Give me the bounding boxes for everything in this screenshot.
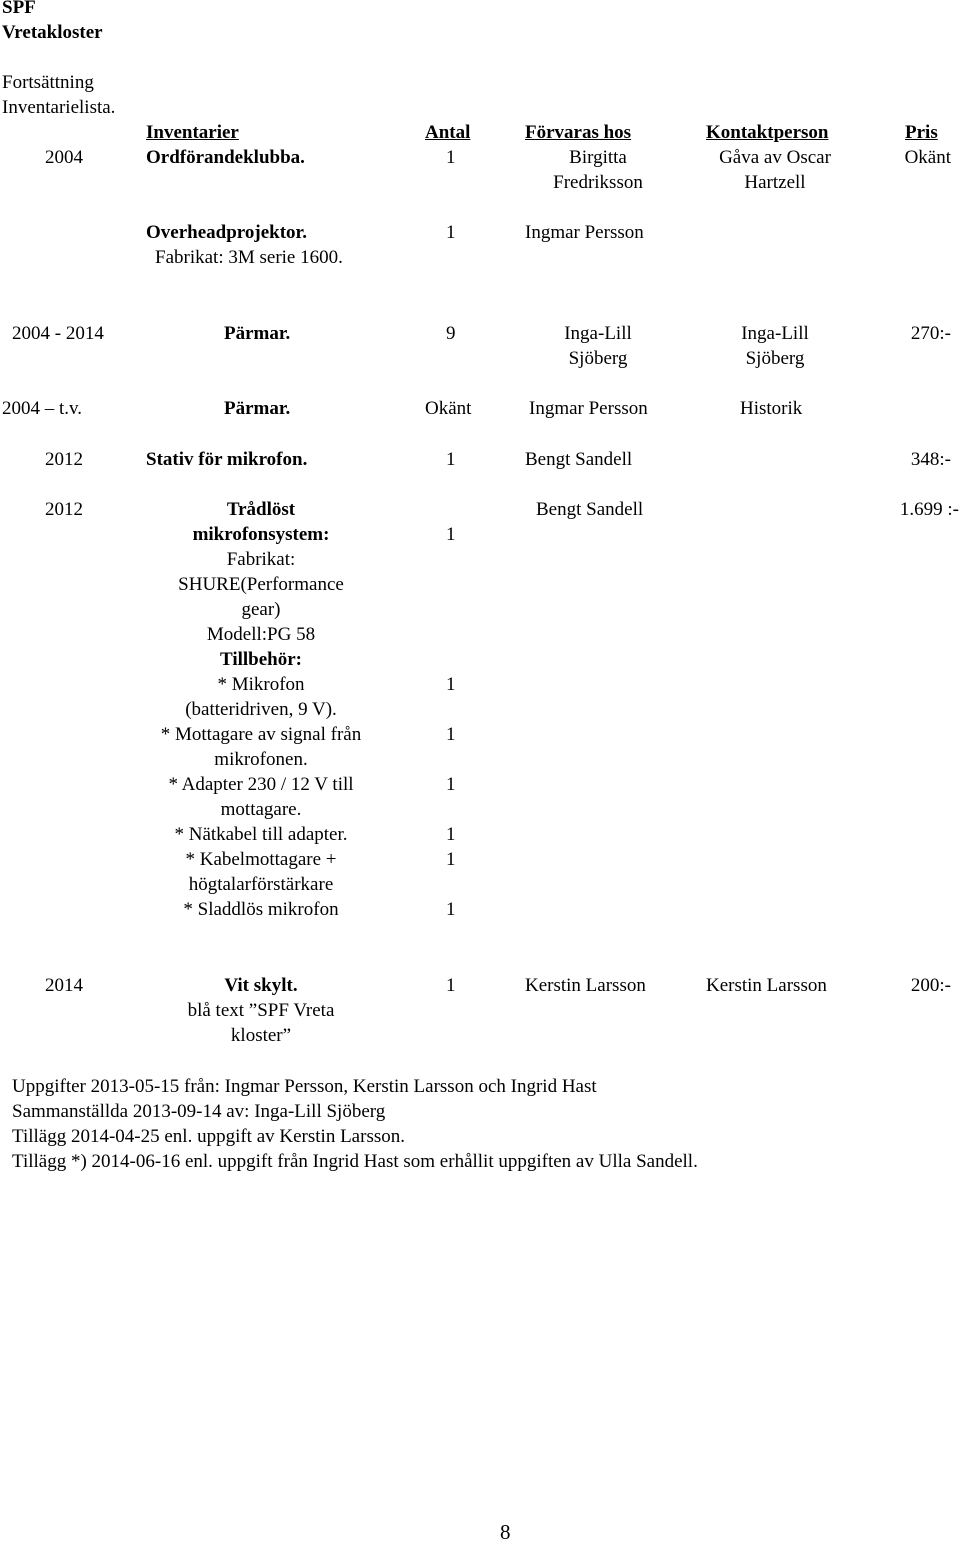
- row-item-detail: * Mikrofon: [217, 674, 305, 695]
- row-item-detail: mikrofonen.: [214, 749, 308, 770]
- row-item: Trådlöst: [226, 499, 296, 520]
- column-header-qty: Antal: [425, 122, 471, 143]
- row-year: 2014: [45, 975, 83, 996]
- row-stored: Bengt Sandell: [536, 499, 644, 520]
- row-item-detail: Modell:PG 58: [206, 624, 316, 645]
- note-line: Tillägg *) 2014-06-16 enl. uppgift från Ingrid Hast som erhållit uppgiften av Ulla Sandell.: [12, 1151, 698, 1172]
- row-item-detail: blå text ”SPF Vreta: [187, 1000, 335, 1021]
- row-qty: 1: [446, 674, 456, 695]
- org-place: Vretakloster: [2, 22, 103, 43]
- row-stored: Inga-Lill: [564, 323, 632, 344]
- row-qty: Okänt: [425, 398, 472, 419]
- row-qty: 1: [446, 449, 456, 470]
- row-year: 2004 – t.v.: [2, 398, 83, 419]
- page-number: 8: [500, 1520, 511, 1544]
- row-qty: 1: [446, 524, 456, 545]
- row-stored: Birgitta: [569, 147, 627, 168]
- row-item-detail: (batteridriven, 9 V).: [185, 699, 337, 720]
- row-price: 270:-: [910, 323, 951, 344]
- row-qty: 9: [446, 323, 456, 344]
- row-item: Pärmar.: [224, 398, 291, 419]
- row-item-detail: * Kabelmottagare +: [185, 849, 337, 870]
- note-line: Sammanställda 2013-09-14 av: Inga-Lill Sjöberg: [12, 1101, 386, 1122]
- row-item-detail: mottagare.: [220, 799, 302, 820]
- row-price: Okänt: [904, 147, 951, 168]
- row-item: Ordförandeklubba.: [146, 147, 305, 168]
- org-name: SPF: [2, 0, 36, 18]
- row-item-detail: Fabrikat:: [226, 549, 296, 570]
- column-header-item: Inventarier: [146, 122, 239, 143]
- row-contact: Sjöberg: [745, 348, 805, 369]
- row-price: 348:-: [910, 449, 951, 470]
- row-stored: Ingmar Persson: [525, 222, 644, 243]
- row-year: 2012: [45, 449, 83, 470]
- row-qty: 1: [446, 724, 456, 745]
- intro-line-2: Inventarielista.: [2, 97, 116, 118]
- row-item-detail: * Adapter 230 / 12 V till: [168, 774, 354, 795]
- row-contact: Inga-Lill: [741, 323, 809, 344]
- row-qty: 1: [446, 774, 456, 795]
- row-stored: Bengt Sandell: [525, 449, 633, 470]
- row-item-detail: Tillbehör:: [220, 649, 302, 670]
- row-contact: Kerstin Larsson: [706, 975, 827, 996]
- row-item-detail: * Mottagare av signal från: [160, 724, 362, 745]
- row-item-detail: högtalarförstärkare: [188, 874, 334, 895]
- row-stored: Sjöberg: [568, 348, 628, 369]
- row-contact: Historik: [740, 398, 803, 419]
- row-year: 2012: [45, 499, 83, 520]
- row-stored: Kerstin Larsson: [525, 975, 646, 996]
- row-qty: 1: [446, 849, 456, 870]
- row-contact: Gåva av Oscar: [719, 147, 831, 168]
- row-item: Vit skylt.: [224, 975, 298, 996]
- intro-line-1: Fortsättning: [2, 72, 94, 93]
- row-stored: Ingmar Persson: [529, 398, 648, 419]
- note-line: Tillägg 2014-04-25 enl. uppgift av Kerstin Larsson.: [12, 1126, 405, 1147]
- row-qty: 1: [446, 147, 456, 168]
- row-year: 2004 - 2014: [12, 323, 104, 344]
- row-item-detail: * Sladdlös mikrofon: [183, 899, 339, 920]
- row-qty: 1: [446, 975, 456, 996]
- row-price: 1.699 :-: [899, 499, 959, 520]
- row-item: Overheadprojektor.: [146, 222, 307, 243]
- row-stored: Fredriksson: [553, 172, 643, 193]
- row-item-detail: SHURE(Performance: [178, 574, 344, 595]
- row-qty: 1: [446, 899, 456, 920]
- row-price: 200:-: [910, 975, 951, 996]
- row-qty: 1: [446, 824, 456, 845]
- row-item: Stativ för mikrofon.: [146, 449, 308, 470]
- column-header-contact: Kontaktperson: [706, 122, 829, 143]
- row-item-detail: * Nätkabel till adapter.: [174, 824, 348, 845]
- row-item: mikrofonsystem:: [192, 524, 330, 545]
- note-line: Uppgifter 2013-05-15 från: Ingmar Persson, Kerstin Larsson och Ingrid Hast: [12, 1076, 597, 1097]
- row-item-detail: gear): [241, 599, 281, 620]
- column-header-stored: Förvaras hos: [525, 122, 632, 143]
- row-qty: 1: [446, 222, 456, 243]
- row-year: 2004: [45, 147, 83, 168]
- column-header-price: Pris: [905, 122, 938, 143]
- row-item-detail: Fabrikat: 3M serie 1600.: [155, 247, 343, 268]
- row-item-detail: kloster”: [230, 1025, 292, 1046]
- row-contact: Hartzell: [744, 172, 806, 193]
- row-item: Pärmar.: [224, 323, 291, 344]
